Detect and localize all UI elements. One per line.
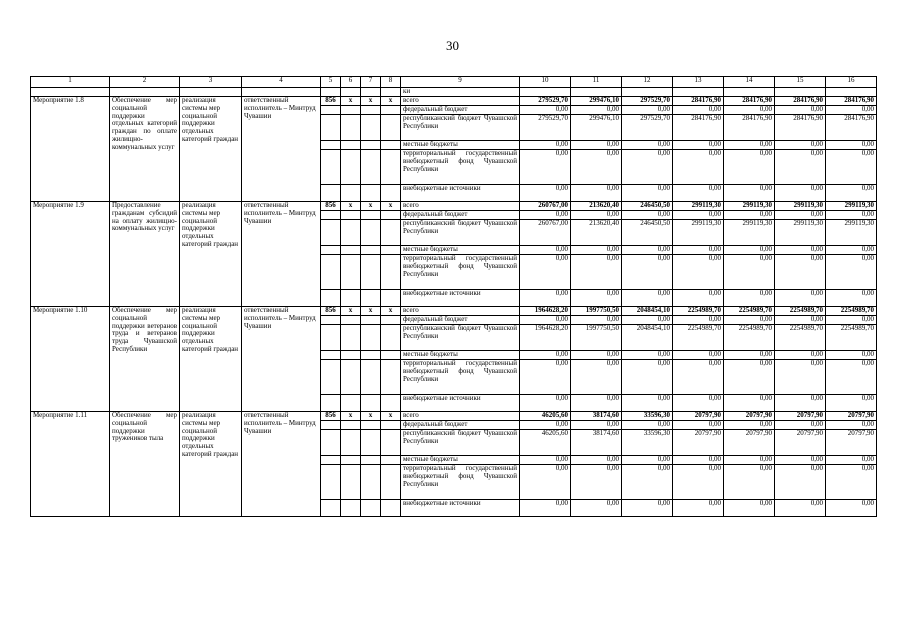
amount-cell: 213620,40 bbox=[571, 220, 622, 246]
amount-cell: 0,00 bbox=[520, 360, 571, 395]
amount-cell: 299119,30 bbox=[673, 220, 724, 246]
amount-cell: 0,00 bbox=[826, 150, 877, 185]
amount-cell: 297529,70 bbox=[622, 115, 673, 141]
source-label: республиканский бюджет Чувашской Республики bbox=[401, 325, 520, 351]
amount-cell: 0,00 bbox=[724, 246, 775, 255]
amount-cell: 0,00 bbox=[571, 500, 622, 517]
event-description: Обеспечение мер социальной поддержки тружеников тыла bbox=[110, 412, 180, 517]
amount-cell: 20797,90 bbox=[724, 412, 775, 421]
column-header: 9 bbox=[401, 77, 520, 88]
amount-cell: 0,00 bbox=[724, 150, 775, 185]
amount-cell: 0,00 bbox=[826, 141, 877, 150]
source-label: республиканский бюджет Чувашской Республики bbox=[401, 115, 520, 141]
amount-cell: 0,00 bbox=[826, 395, 877, 412]
source-label: республиканский бюджет Чувашской Республики bbox=[401, 430, 520, 456]
amount-cell: 1997750,50 bbox=[571, 325, 622, 351]
amount-cell: 2254989,70 bbox=[826, 307, 877, 316]
amount-cell: 284176,90 bbox=[775, 97, 826, 106]
code-x: х bbox=[361, 97, 381, 106]
table-row bbox=[31, 307, 877, 316]
amount-cell: 33596,30 bbox=[622, 412, 673, 421]
event-responsible: ответственный исполнитель – Минтруд Чувашии bbox=[242, 307, 321, 412]
amount-cell: 299119,30 bbox=[775, 220, 826, 246]
amount-cell: 0,00 bbox=[724, 500, 775, 517]
amount-cell: 284176,90 bbox=[826, 97, 877, 106]
column-header-row bbox=[31, 77, 877, 88]
amount-cell: 0,00 bbox=[520, 106, 571, 115]
amount-cell: 0,00 bbox=[826, 316, 877, 325]
event-responsible: ответственный исполнитель – Минтруд Чувашии bbox=[242, 97, 321, 202]
source-label: внебюджетные источники bbox=[401, 395, 520, 412]
amount-cell: 20797,90 bbox=[673, 412, 724, 421]
amount-cell: 299119,30 bbox=[724, 220, 775, 246]
column-header: 1 bbox=[31, 77, 110, 88]
event-program: реализация системы мер социальной поддержки отдельных категорий граждан bbox=[180, 412, 242, 517]
amount-cell: 297529,70 bbox=[622, 97, 673, 106]
amount-cell: 0,00 bbox=[775, 150, 826, 185]
amount-cell: 0,00 bbox=[775, 500, 826, 517]
amount-cell: 1964628,20 bbox=[520, 307, 571, 316]
amount-cell: 0,00 bbox=[520, 211, 571, 220]
source-label: федеральный бюджет bbox=[401, 421, 520, 430]
amount-cell: 0,00 bbox=[826, 246, 877, 255]
page-number: 30 bbox=[446, 38, 459, 53]
amount-cell: 0,00 bbox=[520, 421, 571, 430]
amount-cell: 0,00 bbox=[673, 150, 724, 185]
column-header: 4 bbox=[242, 77, 321, 88]
amount-cell: 0,00 bbox=[775, 316, 826, 325]
amount-cell: 0,00 bbox=[520, 185, 571, 202]
amount-cell: 0,00 bbox=[622, 290, 673, 307]
amount-cell: 0,00 bbox=[826, 185, 877, 202]
column-header: 14 bbox=[724, 77, 775, 88]
column-header: 3 bbox=[180, 77, 242, 88]
amount-cell: 284176,90 bbox=[673, 97, 724, 106]
amount-cell: 246450,50 bbox=[622, 202, 673, 211]
amount-cell: 0,00 bbox=[622, 185, 673, 202]
amount-cell: 0,00 bbox=[571, 185, 622, 202]
amount-cell: 0,00 bbox=[622, 360, 673, 395]
amount-cell: 0,00 bbox=[775, 360, 826, 395]
amount-cell: 279529,70 bbox=[520, 115, 571, 141]
amount-cell: 299119,30 bbox=[724, 202, 775, 211]
amount-cell: 2254989,70 bbox=[673, 307, 724, 316]
amount-cell: 0,00 bbox=[622, 246, 673, 255]
amount-cell: 299476,10 bbox=[571, 115, 622, 141]
amount-cell: 0,00 bbox=[826, 360, 877, 395]
amount-cell: 284176,90 bbox=[724, 115, 775, 141]
amount-cell: 0,00 bbox=[775, 185, 826, 202]
amount-cell: 0,00 bbox=[724, 316, 775, 325]
amount-cell: 0,00 bbox=[826, 500, 877, 517]
amount-cell: 20797,90 bbox=[826, 430, 877, 456]
amount-cell: 0,00 bbox=[673, 395, 724, 412]
amount-cell: 0,00 bbox=[775, 246, 826, 255]
amount-cell: 0,00 bbox=[622, 106, 673, 115]
amount-cell: 0,00 bbox=[724, 106, 775, 115]
amount-cell: 0,00 bbox=[571, 211, 622, 220]
event-program: реализация системы мер социальной поддержки отдельных категорий граждан bbox=[180, 202, 242, 307]
column-header: 7 bbox=[361, 77, 381, 88]
amount-cell: 213620,40 bbox=[571, 202, 622, 211]
amount-cell: 0,00 bbox=[775, 465, 826, 500]
amount-cell: 0,00 bbox=[673, 246, 724, 255]
amount-cell: 0,00 bbox=[622, 211, 673, 220]
source-label: местные бюджеты bbox=[401, 141, 520, 150]
amount-cell: 0,00 bbox=[826, 290, 877, 307]
amount-cell: 0,00 bbox=[571, 141, 622, 150]
amount-cell: 0,00 bbox=[673, 465, 724, 500]
event-responsible: ответственный исполнитель – Минтруд Чувашии bbox=[242, 202, 321, 307]
amount-cell: 0,00 bbox=[673, 316, 724, 325]
amount-cell: 2048454,10 bbox=[622, 307, 673, 316]
source-label: федеральный бюджет bbox=[401, 211, 520, 220]
amount-cell: 0,00 bbox=[622, 141, 673, 150]
amount-cell: 0,00 bbox=[571, 106, 622, 115]
amount-cell: 0,00 bbox=[826, 106, 877, 115]
amount-cell: 0,00 bbox=[826, 456, 877, 465]
amount-cell: 0,00 bbox=[724, 290, 775, 307]
amount-cell: 38174,60 bbox=[571, 412, 622, 421]
amount-cell: 0,00 bbox=[520, 290, 571, 307]
amount-cell: 0,00 bbox=[775, 255, 826, 290]
amount-cell: 0,00 bbox=[826, 211, 877, 220]
amount-cell: 0,00 bbox=[571, 316, 622, 325]
amount-cell: 0,00 bbox=[520, 395, 571, 412]
amount-cell: 284176,90 bbox=[775, 115, 826, 141]
amount-cell: 0,00 bbox=[673, 106, 724, 115]
amount-cell: 0,00 bbox=[520, 465, 571, 500]
amount-cell: 0,00 bbox=[724, 421, 775, 430]
amount-cell: 279529,70 bbox=[520, 97, 571, 106]
source-label: всего bbox=[401, 412, 520, 421]
source-label: всего bbox=[401, 202, 520, 211]
amount-cell: 2254989,70 bbox=[775, 307, 826, 316]
amount-cell: 0,00 bbox=[520, 316, 571, 325]
amount-cell: 0,00 bbox=[520, 351, 571, 360]
amount-cell: 2254989,70 bbox=[724, 325, 775, 351]
source-label: территориальный государственный внебюджетный фонд Чувашской Республики bbox=[401, 360, 520, 395]
table-row bbox=[31, 202, 877, 211]
event-responsible: ответственный исполнитель – Минтруд Чувашии bbox=[242, 412, 321, 517]
amount-cell: 0,00 bbox=[673, 211, 724, 220]
code-x: х bbox=[341, 307, 361, 316]
carryover-row bbox=[31, 88, 877, 97]
event-program: реализация системы мер социальной поддержки отдельных категорий граждан bbox=[180, 307, 242, 412]
amount-cell: 20797,90 bbox=[775, 430, 826, 456]
source-label: всего bbox=[401, 97, 520, 106]
amount-cell: 299119,30 bbox=[775, 202, 826, 211]
source-label: федеральный бюджет bbox=[401, 316, 520, 325]
amount-cell: 0,00 bbox=[571, 421, 622, 430]
budget-code: 856 bbox=[321, 307, 341, 316]
amount-cell: 46205,60 bbox=[520, 412, 571, 421]
amount-cell: 0,00 bbox=[571, 351, 622, 360]
amount-cell: 0,00 bbox=[826, 351, 877, 360]
amount-cell: 0,00 bbox=[520, 255, 571, 290]
amount-cell: 0,00 bbox=[622, 351, 673, 360]
amount-cell: 0,00 bbox=[673, 360, 724, 395]
amount-cell: 0,00 bbox=[775, 351, 826, 360]
amount-cell: 0,00 bbox=[724, 185, 775, 202]
source-label: местные бюджеты bbox=[401, 351, 520, 360]
amount-cell: 33596,30 bbox=[622, 430, 673, 456]
amount-cell: 0,00 bbox=[520, 456, 571, 465]
amount-cell: 0,00 bbox=[724, 141, 775, 150]
amount-cell: 0,00 bbox=[673, 290, 724, 307]
column-header: 15 bbox=[775, 77, 826, 88]
source-label: местные бюджеты bbox=[401, 246, 520, 255]
amount-cell: 0,00 bbox=[826, 465, 877, 500]
budget-code: 856 bbox=[321, 412, 341, 421]
code-x: х bbox=[381, 202, 401, 211]
amount-cell: 0,00 bbox=[826, 255, 877, 290]
amount-cell: 0,00 bbox=[571, 290, 622, 307]
event-description: Обеспечение мер социальной поддержки отдельных категорий граждан по оплате жилищно-коммунальных услуг bbox=[110, 97, 180, 202]
amount-cell: 0,00 bbox=[724, 395, 775, 412]
amount-cell: 0,00 bbox=[724, 211, 775, 220]
amount-cell: 0,00 bbox=[673, 141, 724, 150]
code-x: х bbox=[341, 202, 361, 211]
amount-cell: 0,00 bbox=[622, 456, 673, 465]
amount-cell: 1964628,20 bbox=[520, 325, 571, 351]
event-description: Предоставление гражданам субсидий на оплату жилищно-коммунальных услуг bbox=[110, 202, 180, 307]
amount-cell: 0,00 bbox=[775, 456, 826, 465]
amount-cell: 0,00 bbox=[571, 246, 622, 255]
source-label: территориальный государственный внебюджетный фонд Чувашской Республики bbox=[401, 150, 520, 185]
funding-table bbox=[30, 76, 877, 517]
event-name: Мероприятие 1.8 bbox=[31, 97, 110, 202]
source-label: территориальный государственный внебюджетный фонд Чувашской Республики bbox=[401, 465, 520, 500]
amount-cell: 0,00 bbox=[673, 255, 724, 290]
code-x: х bbox=[381, 307, 401, 316]
amount-cell: 299476,10 bbox=[571, 97, 622, 106]
source-label: всего bbox=[401, 307, 520, 316]
column-header: 5 bbox=[321, 77, 341, 88]
amount-cell: 1997750,50 bbox=[571, 307, 622, 316]
amount-cell: 0,00 bbox=[622, 150, 673, 185]
amount-cell: 0,00 bbox=[775, 106, 826, 115]
amount-cell: 0,00 bbox=[724, 351, 775, 360]
source-label: федеральный бюджет bbox=[401, 106, 520, 115]
code-x: х bbox=[361, 202, 381, 211]
amount-cell: 0,00 bbox=[571, 255, 622, 290]
amount-cell: 2254989,70 bbox=[826, 325, 877, 351]
table-row bbox=[31, 412, 877, 421]
amount-cell: 246450,50 bbox=[622, 220, 673, 246]
amount-cell: 299119,30 bbox=[673, 202, 724, 211]
amount-cell: 0,00 bbox=[826, 421, 877, 430]
event-description: Обеспечение мер социальной поддержки ветеранов труда и ветеранов труда Чувашской Республики bbox=[110, 307, 180, 412]
amount-cell: 260767,00 bbox=[520, 220, 571, 246]
column-header: 12 bbox=[622, 77, 673, 88]
amount-cell: 0,00 bbox=[673, 456, 724, 465]
amount-cell: 0,00 bbox=[775, 290, 826, 307]
amount-cell: 0,00 bbox=[673, 421, 724, 430]
code-x: х bbox=[361, 412, 381, 421]
amount-cell: 284176,90 bbox=[826, 115, 877, 141]
amount-cell: 20797,90 bbox=[826, 412, 877, 421]
amount-cell: 0,00 bbox=[571, 395, 622, 412]
column-header: 8 bbox=[381, 77, 401, 88]
event-name: Мероприятие 1.10 bbox=[31, 307, 110, 412]
amount-cell: 0,00 bbox=[571, 150, 622, 185]
amount-cell: 0,00 bbox=[622, 465, 673, 500]
amount-cell: 299119,30 bbox=[826, 220, 877, 246]
amount-cell: 284176,90 bbox=[724, 97, 775, 106]
amount-cell: 20797,90 bbox=[673, 430, 724, 456]
amount-cell: 0,00 bbox=[724, 456, 775, 465]
code-x: х bbox=[381, 412, 401, 421]
amount-cell: 0,00 bbox=[622, 395, 673, 412]
amount-cell: 0,00 bbox=[775, 421, 826, 430]
amount-cell: 299119,30 bbox=[826, 202, 877, 211]
amount-cell: 284176,90 bbox=[673, 115, 724, 141]
amount-cell: 0,00 bbox=[520, 150, 571, 185]
amount-cell: 0,00 bbox=[775, 395, 826, 412]
amount-cell: 0,00 bbox=[724, 360, 775, 395]
code-x: х bbox=[361, 307, 381, 316]
budget-code: 856 bbox=[321, 202, 341, 211]
column-header: 11 bbox=[571, 77, 622, 88]
table-row bbox=[31, 97, 877, 106]
amount-cell: 0,00 bbox=[571, 360, 622, 395]
amount-cell: 0,00 bbox=[775, 211, 826, 220]
code-x: х bbox=[341, 97, 361, 106]
amount-cell: 0,00 bbox=[622, 421, 673, 430]
amount-cell: 0,00 bbox=[622, 255, 673, 290]
event-program: реализация системы мер социальной поддержки отдельных категорий граждан bbox=[180, 97, 242, 202]
source-label: республиканский бюджет Чувашской Республики bbox=[401, 220, 520, 246]
column-header: 10 bbox=[520, 77, 571, 88]
amount-cell: 0,00 bbox=[724, 255, 775, 290]
source-label: местные бюджеты bbox=[401, 456, 520, 465]
amount-cell: 0,00 bbox=[622, 316, 673, 325]
source-label: территориальный государственный внебюджетный фонд Чувашской Республики bbox=[401, 255, 520, 290]
source-label: внебюджетные источники bbox=[401, 185, 520, 202]
amount-cell: 0,00 bbox=[520, 500, 571, 517]
event-name: Мероприятие 1.11 bbox=[31, 412, 110, 517]
source-label: внебюджетные источники bbox=[401, 500, 520, 517]
amount-cell: 0,00 bbox=[724, 465, 775, 500]
amount-cell: 260767,00 bbox=[520, 202, 571, 211]
amount-cell: 0,00 bbox=[622, 500, 673, 517]
source-label: внебюджетные источники bbox=[401, 290, 520, 307]
event-name: Мероприятие 1.9 bbox=[31, 202, 110, 307]
amount-cell: 2048454,10 bbox=[622, 325, 673, 351]
amount-cell: 0,00 bbox=[673, 351, 724, 360]
amount-cell: 2254989,70 bbox=[724, 307, 775, 316]
column-header: 16 bbox=[826, 77, 877, 88]
column-header: 13 bbox=[673, 77, 724, 88]
amount-cell: 46205,60 bbox=[520, 430, 571, 456]
amount-cell: 0,00 bbox=[520, 141, 571, 150]
amount-cell: 2254989,70 bbox=[673, 325, 724, 351]
amount-cell: 2254989,70 bbox=[775, 325, 826, 351]
code-x: х bbox=[341, 412, 361, 421]
amount-cell: 20797,90 bbox=[775, 412, 826, 421]
column-header: 6 bbox=[341, 77, 361, 88]
amount-cell: 0,00 bbox=[673, 500, 724, 517]
amount-cell: 0,00 bbox=[571, 465, 622, 500]
source-label: ки bbox=[401, 88, 520, 97]
amount-cell: 0,00 bbox=[673, 185, 724, 202]
column-header: 2 bbox=[110, 77, 180, 88]
amount-cell: 20797,90 bbox=[724, 430, 775, 456]
budget-code: 856 bbox=[321, 97, 341, 106]
amount-cell: 0,00 bbox=[775, 141, 826, 150]
amount-cell: 38174,60 bbox=[571, 430, 622, 456]
code-x: х bbox=[381, 97, 401, 106]
amount-cell: 0,00 bbox=[520, 246, 571, 255]
amount-cell: 0,00 bbox=[571, 456, 622, 465]
